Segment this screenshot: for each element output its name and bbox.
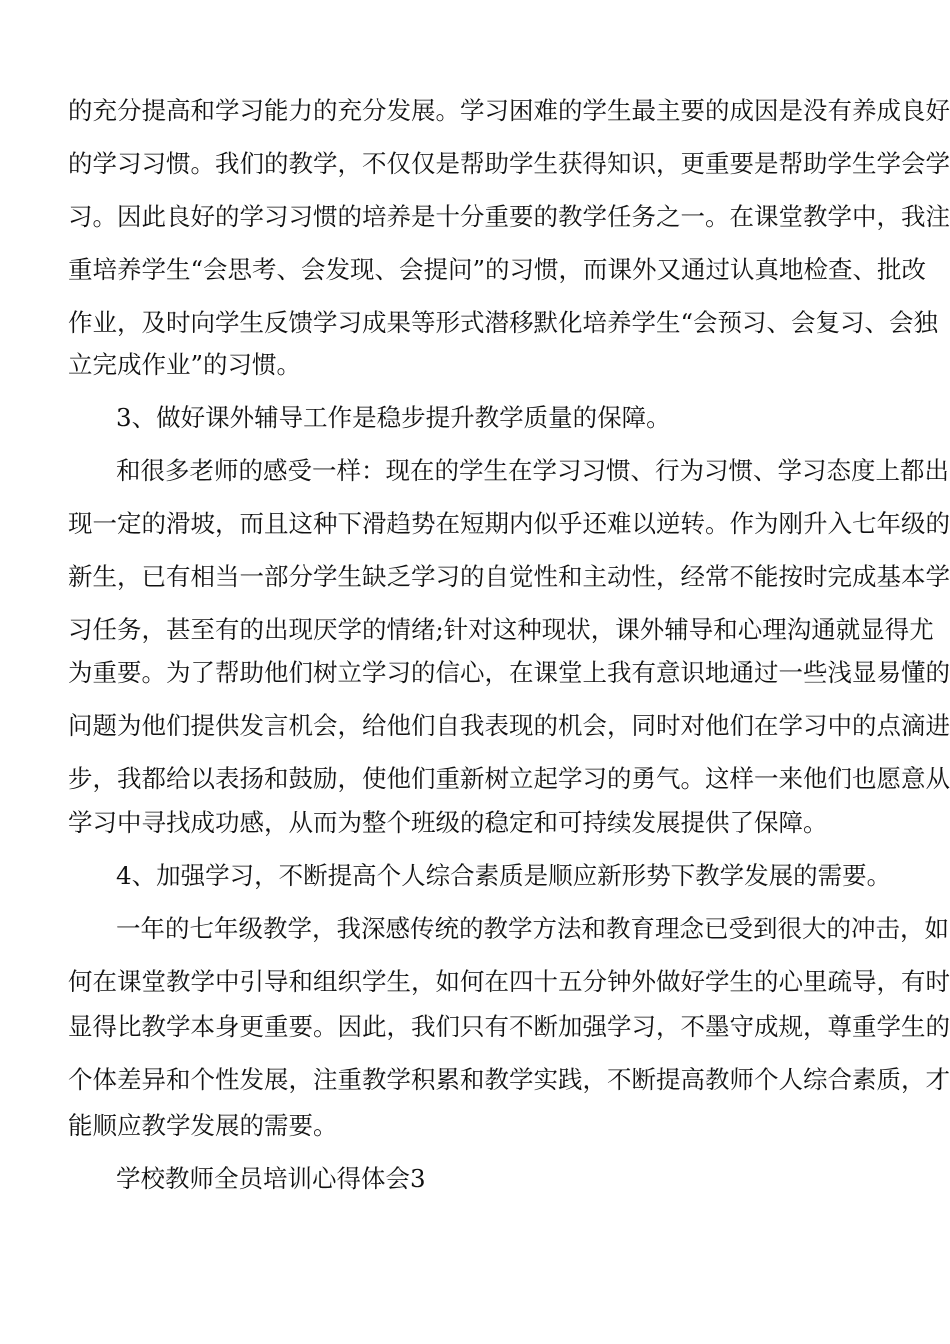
- text-line: 习任务，甚至有的出现厌学的情绪;针对这种现状，课外辅导和心理沟通就显得尤: [68, 615, 934, 644]
- section-title: 学校教师全员培训心得体会3: [116, 1164, 426, 1193]
- text-line: 重培养学生“会思考、会发现、会提问”的习惯，而课外又通过认真地检查、批改: [68, 255, 927, 284]
- text-line: 习。因此良好的学习习惯的培养是十分重要的教学任务之一。在课堂教学中，我注: [68, 202, 950, 231]
- text-line: 现一定的滑坡，而且这种下滑趋势在短期内似乎还难以逆转。作为刚升入七年级的: [68, 509, 950, 538]
- text-line: 立完成作业”的习惯。: [68, 350, 302, 379]
- text-line: 步，我都给以表扬和鼓励，使他们重新树立起学习的勇气。这样一来他们也愿意从: [68, 764, 950, 793]
- text-line: 为重要。为了帮助他们树立学习的信心，在课堂上我有意识地通过一些浅显易懂的: [68, 658, 950, 687]
- text-line: 显得比教学本身更重要。因此，我们只有不断加强学习，不墨守成规，尊重学生的: [68, 1012, 950, 1041]
- text-line: 作业，及时向学生反馈学习成果等形式潜移默化培养学生“会预习、会复习、会独: [68, 308, 939, 337]
- text-line: 一年的七年级教学，我深感传统的教学方法和教育理念已受到很大的冲击，如: [116, 914, 949, 943]
- section-heading: 4、加强学习，不断提高个人综合素质是顺应新形势下教学发展的需要。: [116, 861, 892, 890]
- text-line: 学习中寻找成功感，从而为整个班级的稳定和可持续发展提供了保障。: [68, 808, 828, 837]
- text-line: 个体差异和个性发展，注重教学积累和教学实践，不断提高教师个人综合素质，才: [68, 1065, 950, 1094]
- text-line: 能顺应教学发展的需要。: [68, 1111, 338, 1140]
- text-line: 问题为他们提供发言机会，给他们自我表现的机会，同时对他们在学习中的点滴进: [68, 711, 950, 740]
- text-line: 的充分提高和学习能力的充分发展。学习困难的学生最主要的成因是没有养成良好: [68, 96, 950, 125]
- section-heading: 3、做好课外辅导工作是稳步提升教学质量的保障。: [116, 403, 671, 432]
- text-line: 何在课堂教学中引导和组织学生，如何在四十五分钟外做好学生的心里疏导，有时: [68, 967, 950, 996]
- text-line: 的学习习惯。我们的教学，不仅仅是帮助学生获得知识，更重要是帮助学生学会学: [68, 149, 950, 178]
- text-line: 新生，已有相当一部分学生缺乏学习的自觉性和主动性，经常不能按时完成基本学: [68, 562, 950, 591]
- text-line: 和很多老师的感受一样：现在的学生在学习习惯、行为习惯、学习态度上都出: [116, 456, 949, 485]
